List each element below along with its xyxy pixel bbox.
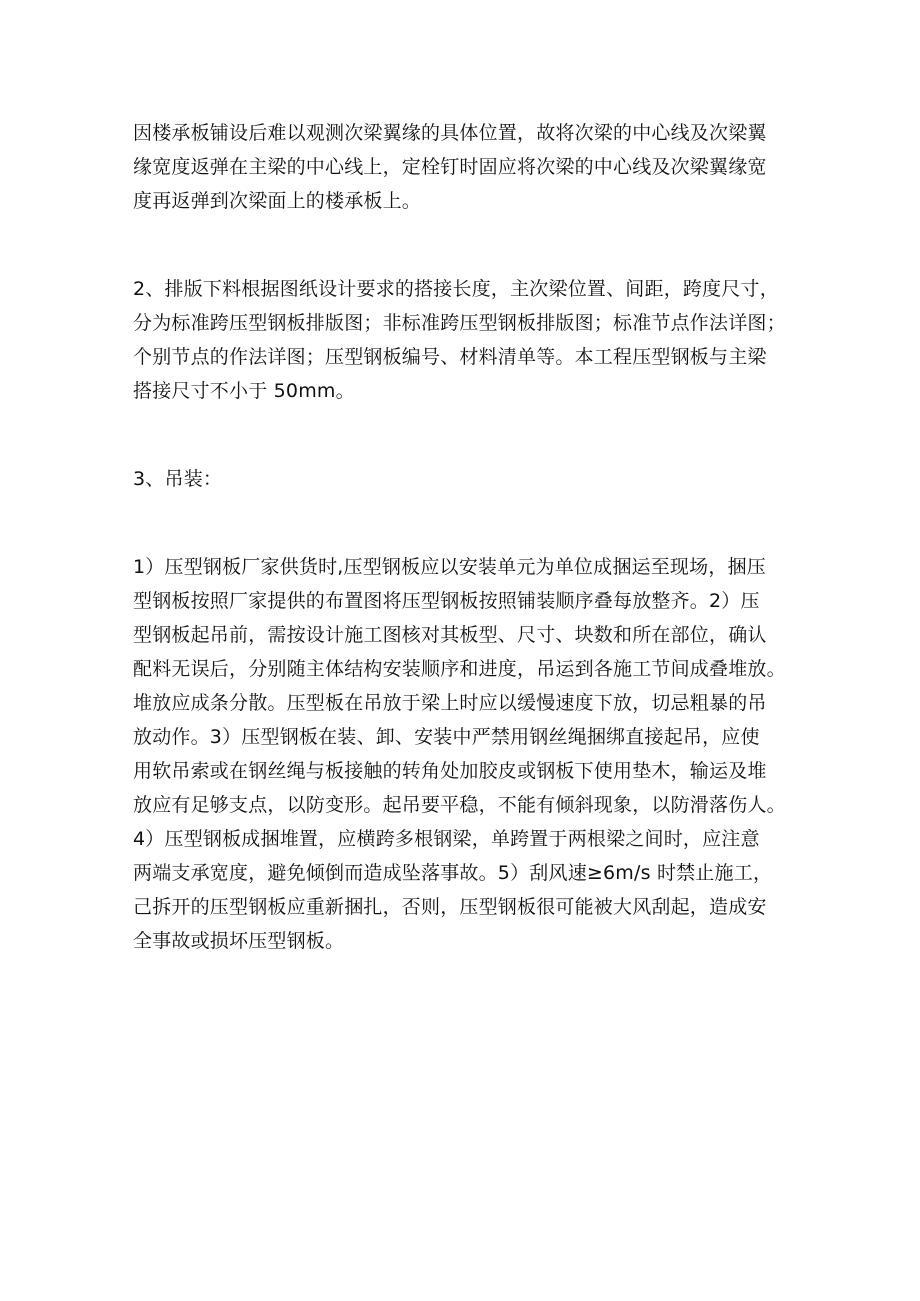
text-line: 放动作。3）压型钢板在装、卸、安装中严禁用钢丝绳捆绑直接起吊，应使 [133,726,760,748]
text-line: 全事故或损坏压型钢板。 [133,930,345,952]
text-line: 搭接尺寸不小于 50mm。 [133,380,355,402]
section-heading-hoisting [133,462,801,496]
text-line: 个别节点的作法详图；压型钢板编号、材料清单等。本工程压型钢板与主梁 [133,346,767,368]
text-line: 4）压型钢板成捆堆置，应横跨多根钢梁，单跨置于两根梁之间时，应注意 [133,828,760,850]
text-line: 度再返弹到次梁面上的楼承板上。 [133,190,422,212]
text-line: 1）压型钢板厂家供货时,压型钢板应以安装单元为单位成捆运至现场，捆压 [133,556,766,578]
text-line: 缘宽度返弹在主梁的中心线上，定栓钉时固应将次梁的中心线及次梁翼缘宽 [133,156,767,178]
text-line: 型钢板按照厂家提供的布置图将压型钢板按照铺装顺序叠每放整齐。2）压 [133,590,760,612]
paragraph-beam-marking [133,116,801,218]
text-line: 2、排版下料根据图纸设计要求的搭接长度，主次梁位置、间距，跨度尺寸， [133,278,779,300]
text-line: 己拆开的压型钢板应重新捆扎，否则，压型钢板很可能被大风刮起，造成安 [133,896,767,918]
paragraph-layout-cutting [133,272,801,408]
text-line: 用软吊索或在钢丝绳与板接触的转角处加胶皮或钢板下使用垫木，输运及堆 [133,760,767,782]
text-line: 配料无误后，分别随主体结构安装顺序和进度，吊运到各施工节间成叠堆放。 [133,658,786,680]
text-line: 型钢板起吊前，需按设计施工图核对其板型、尺寸、块数和所在部位，确认 [133,624,767,646]
text-line: 堆放应成条分散。压型板在吊放于梁上时应以缓慢速度下放，切忌粗暴的吊 [133,692,767,714]
text-line: 分为标准跨压型钢板排版图；非标准跨压型钢板排版图；标准节点作法详图； [133,312,786,334]
paragraph-hoisting-details [133,550,801,958]
text-line: 因楼承板铺设后难以观测次梁翼缘的具体位置，故将次梁的中心线及次梁翼 [133,122,767,144]
heading-text: 3、吊装： [133,468,223,490]
text-line: 放应有足够支点，以防变形。起吊要平稳，不能有倾斜现象，以防滑落伤人。 [133,794,786,816]
document-page [133,116,801,958]
text-line: 两端支承宽度，避免倾倒而造成坠落事故。5）刮风速≥6m∕s 时禁止施工， [133,862,773,884]
